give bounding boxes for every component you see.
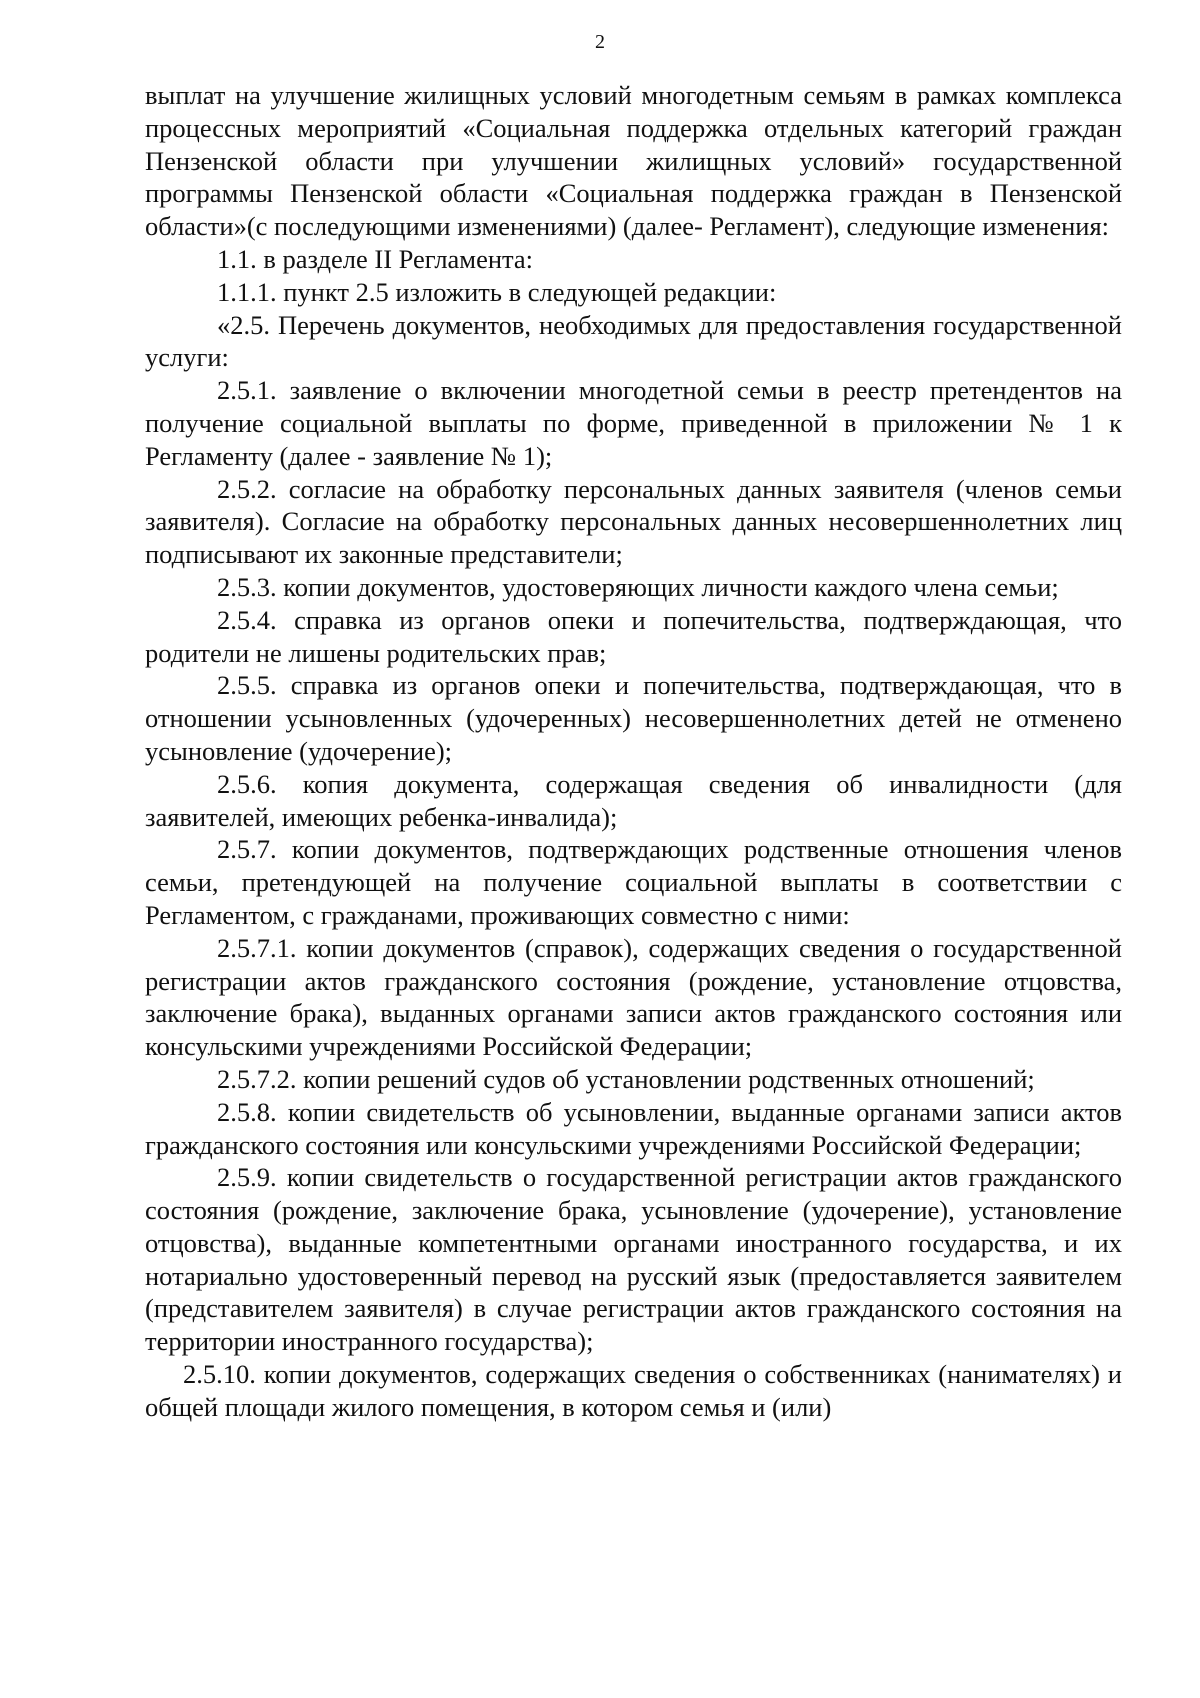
paragraph-2-5-3: 2.5.3. копии документов, удостоверяющих личности каждого члена семьи; [217,571,1059,602]
paragraph-2-5-7-1: 2.5.7.1. копии документов (справок), содержащих сведения о государственной регистрации актов гражданского состояния (рождение, установление отцовства, заключение брака), выданных органами записи актов гражданского состояния или консульскими учреждениями Российской Федерации; [145,932,1122,1062]
paragraph-2-5-7-2: 2.5.7.2. копии решений судов об установлении родственных отношений; [217,1063,1035,1094]
paragraph-2-5-7: 2.5.7. копии документов, подтверждающих родственные отношения членов семьи, претендующей на получение социальной выплаты в соответствии с Регламентом, с гражданами, проживающих совместно с ними: [145,834,1122,930]
paragraph-2-5-6: 2.5.6. копия документа, содержащая сведения об инвалидности (для заявителей, имеющих ребенка-инвалида); [145,768,1122,832]
paragraph-2-5-4: 2.5.4. справка из органов опеки и попечительства, подтверждающая, что родители не лишены родительских прав; [145,604,1122,668]
paragraph-2-5: «2.5. Перечень документов, необходимых для предоставления государственной услуги: [145,309,1122,373]
document-body [145,79,1122,1424]
paragraph-intro: выплат на улучшение жилищных условий многодетным семьям в рамках комплекса процессных мероприятий «Социальная поддержка отдельных категорий граждан Пензенской области при улучшении жилищных условий» государственной программы Пензенской области «Социальная поддержка граждан в Пензенской области»(с последующими изменениями) (далее- Регламент), следующие изменения: [145,80,1122,242]
paragraph-2-5-1: 2.5.1. заявление о включении многодетной семьи в реестр претендентов на получение социальной выплаты по форме, приведенной в приложении № 1 к Регламенту (далее - заявление № 1); [145,375,1122,471]
paragraph-2-5-10: 2.5.10. копии документов, содержащих сведения о собственниках (нанимателях) и общей площади жилого помещения, в котором семья и (или) [145,1359,1122,1422]
paragraph-2-5-2: 2.5.2. согласие на обработку персональных данных заявителя (членов семьи заявителя). Согласие на обработку персональных данных несовершеннолетних лиц подписывают их законные представители; [145,473,1122,570]
paragraph-2-5-8: 2.5.8. копии свидетельств об усыновлении, выданные органами записи актов гражданского состояния или консульскими учреждениями Российской Федерации; [145,1096,1122,1160]
page-number: 2 [595,31,605,53]
paragraph-1-1-1: 1.1.1. пункт 2.5 изложить в следующей редакции: [217,276,777,307]
paragraph-2-5-5: 2.5.5. справка из органов опеки и попечительства, подтверждающая, что в отношении усыновленных (удочеренных) несовершеннолетних детей не отменено усыновление (удочерение); [145,670,1122,766]
paragraph-1-1: 1.1. в разделе II Регламента: [217,243,534,274]
paragraph-2-5-9: 2.5.9. копии свидетельств о государственной регистрации актов гражданского состояния (рождение, заключение брака, усыновление (удочерение), установление отцовства), выданные компетентными органами иностранного государства, и их нотариально удостоверенный перевод на русский язык (предоставляется заявителем (представителем заявителя) в случае регистрации актов гражданского состояния на территории иностранного государства); [145,1162,1122,1357]
